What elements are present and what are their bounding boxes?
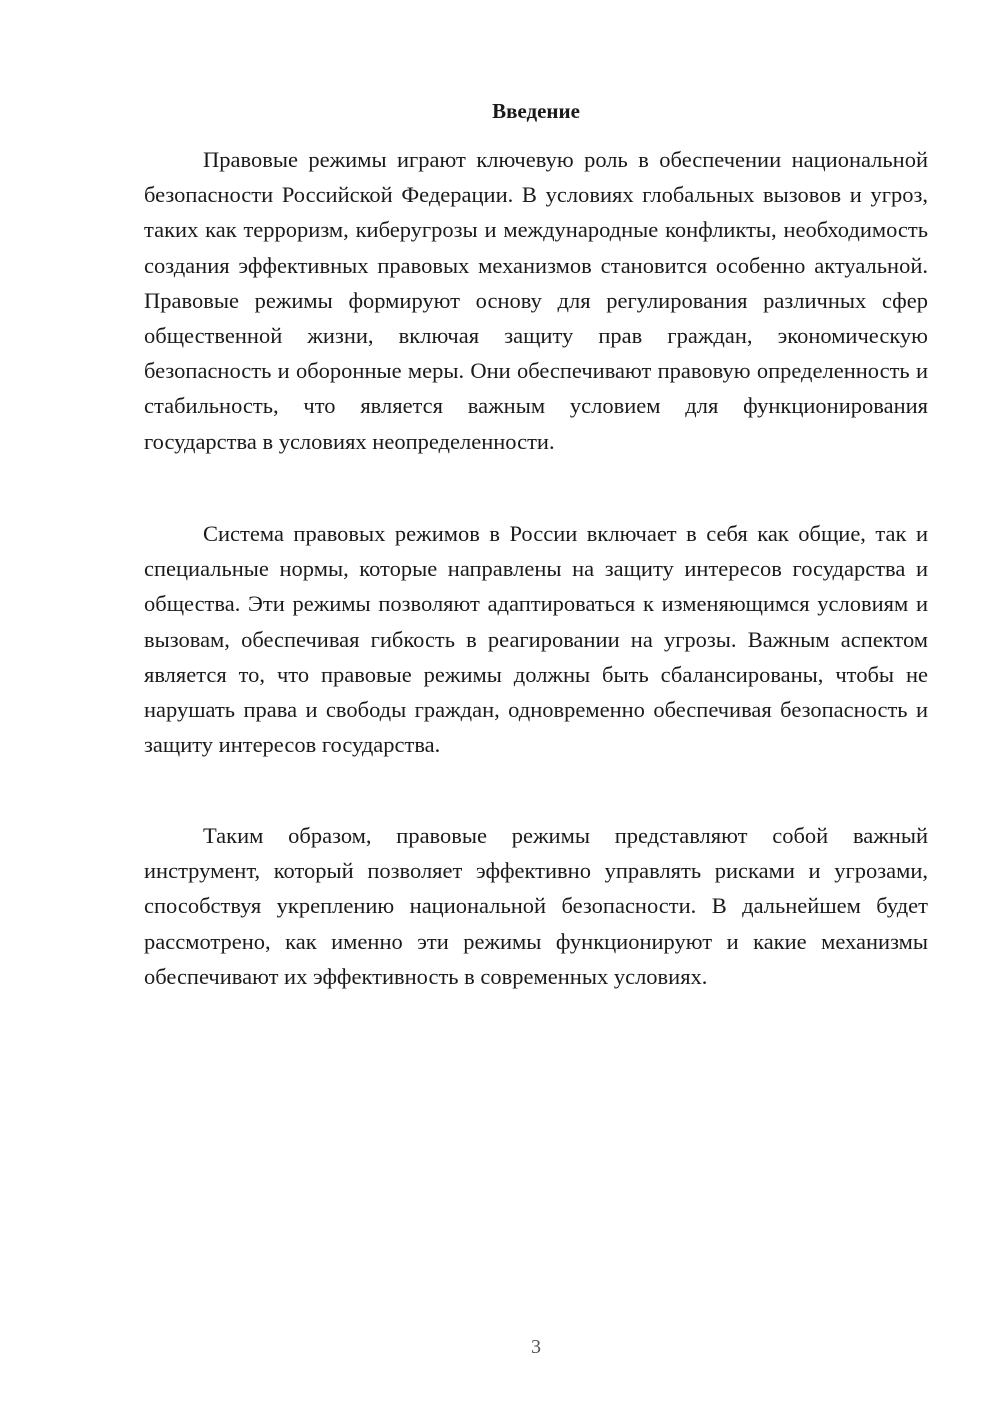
paragraph-1: Правовые режимы играют ключевую роль в обеспечении национальной безопасности Российской Федерации. В условиях глобальных вызовов и угроз, таких как терроризм, киберугрозы и международные конфликты, необходимость создания эффективных правовых механизмов становится особенно актуальной. Правовые режимы формируют основу для регулирования различных сфер общественной жизни, включая защиту прав граждан, экономическую безопасность и оборонные меры. Они обеспечивают правовую определенность и стабильность, что является важным условием для функционирования государства в условиях неопределенности. — [144, 147, 928, 454]
page-number: 3 — [531, 1336, 541, 1358]
paragraph-3: Таким образом, правовые режимы представляют собой важный инструмент, который позволяет эффективно управлять рисками и угрозами, способствуя укреплению национальной безопасности. В дальнейшем будет рассмотрено, как именно эти режимы функционируют и какие механизмы обеспечивают их эффективность в современных условиях. — [144, 823, 928, 989]
paragraph-2: Система правовых режимов в России включает в себя как общие, так и специальные нормы, которые направлены на защиту интересов государства и общества. Эти режимы позволяют адаптироваться к изменяющимся условиям и вызовам, обеспечивая гибкость в реагировании на угрозы. Важным аспектом является то, что правовые режимы должны быть сбалансированы, чтобы не нарушать права и свободы граждан, одновременно обеспечивая безопасность и защиту интересов государства. — [144, 521, 928, 758]
page-title: Введение — [492, 99, 580, 123]
